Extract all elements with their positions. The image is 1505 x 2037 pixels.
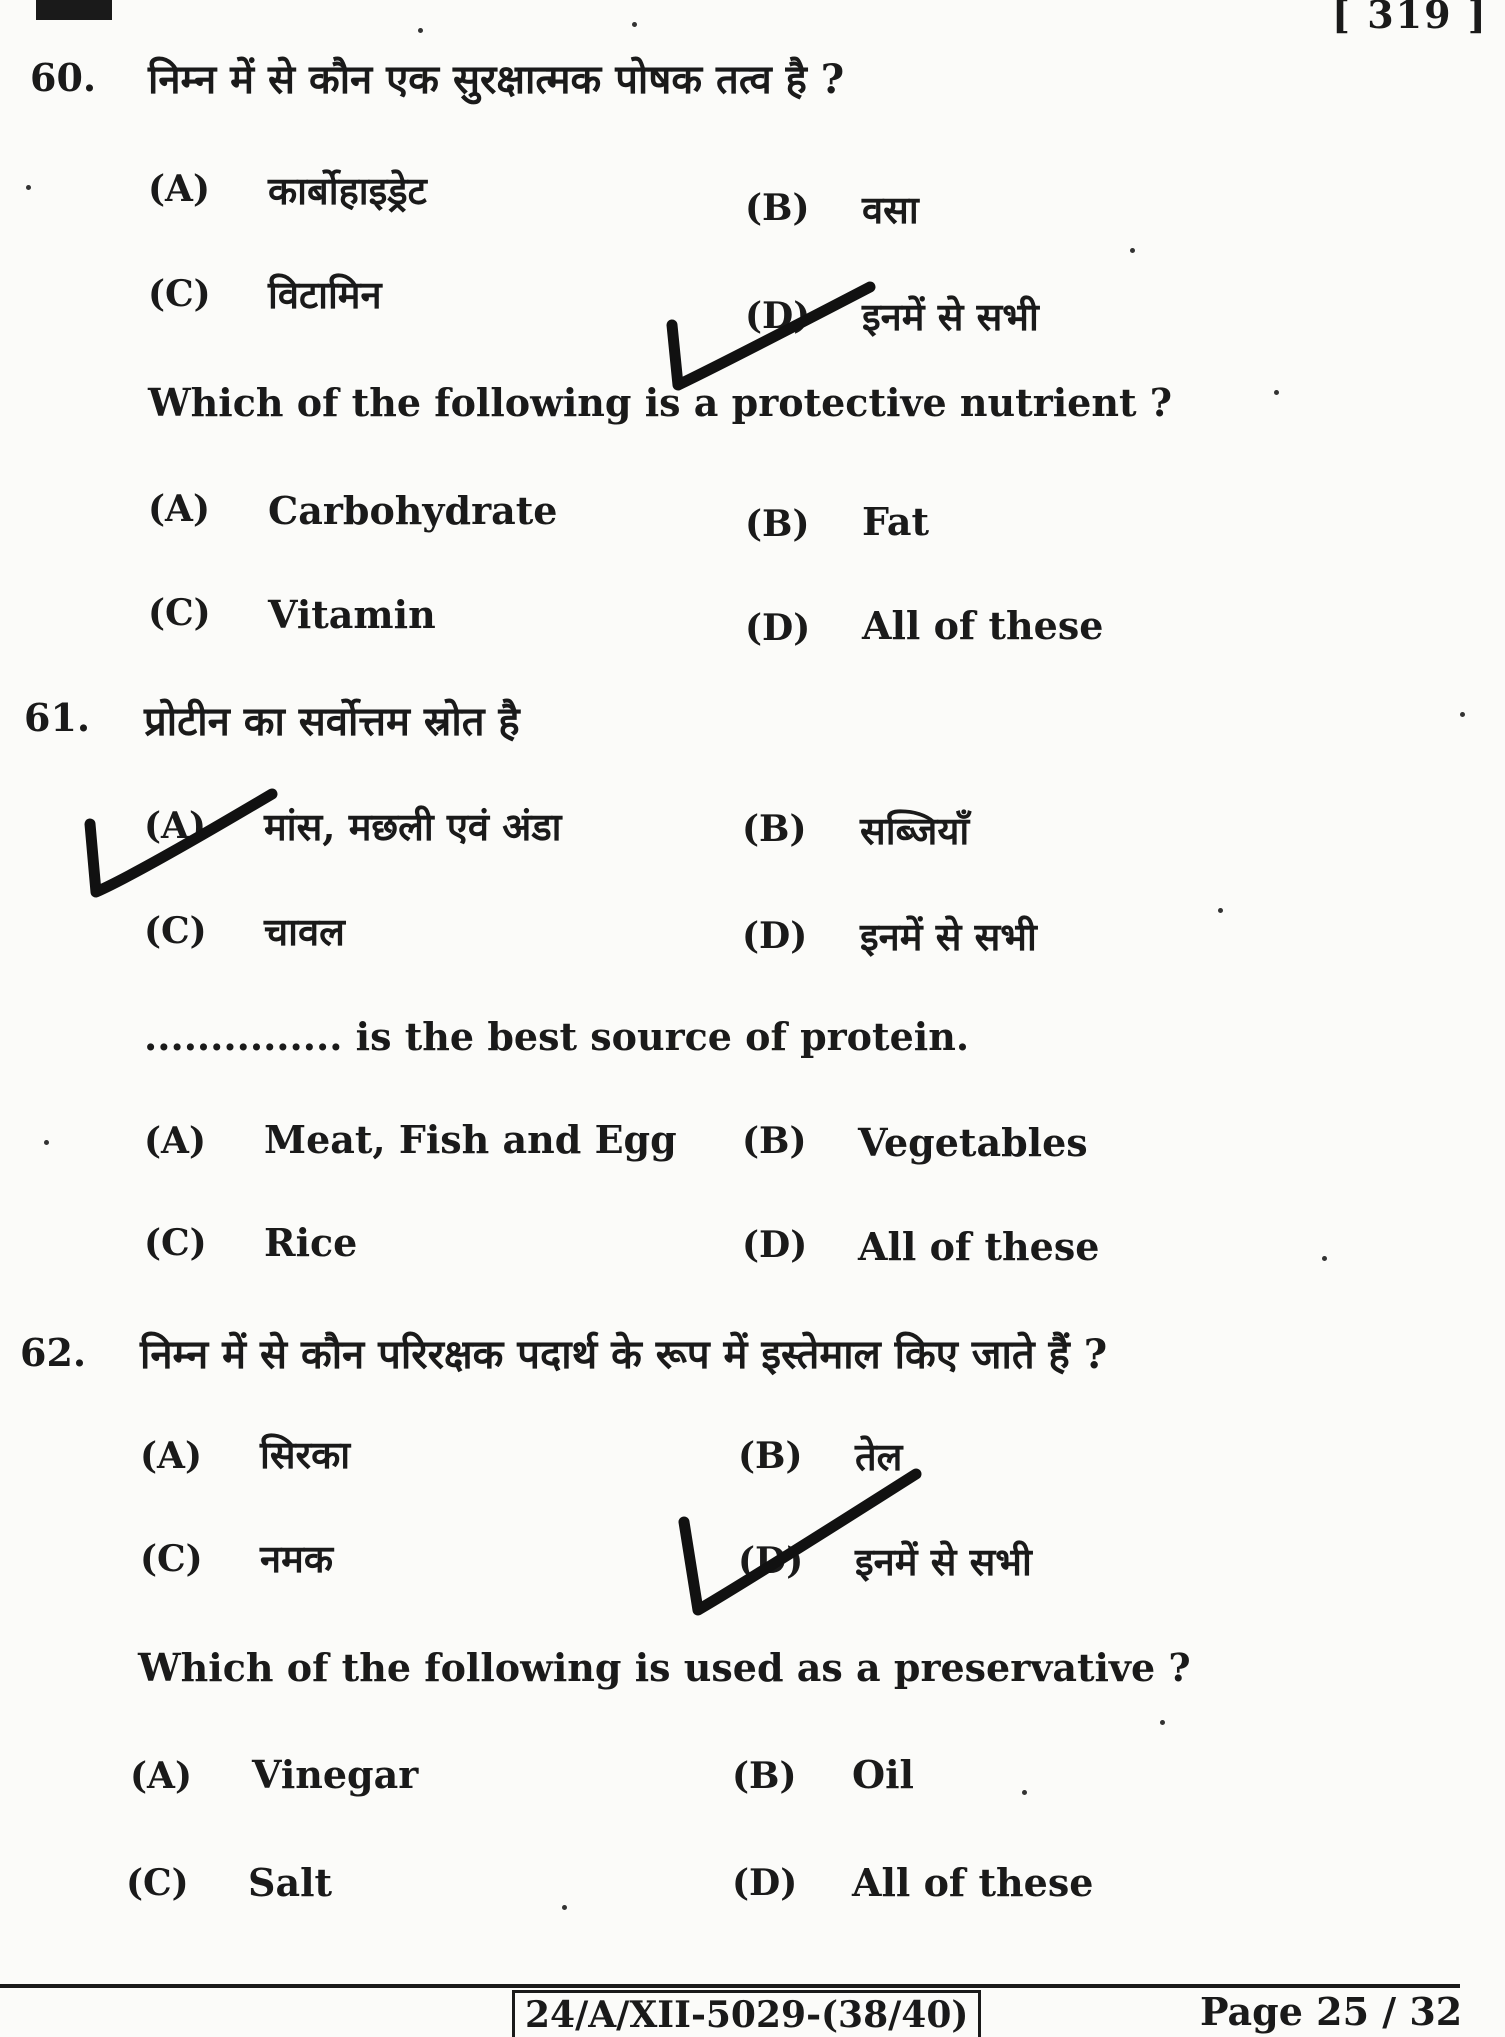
- option-letter: (C): [148, 273, 211, 315]
- question-number: 62.: [20, 1330, 87, 1375]
- option-letter: (C): [148, 592, 211, 634]
- option-letter: (D): [742, 1224, 808, 1266]
- page-number-top: [ 319 ]: [1332, 0, 1488, 37]
- option-letter: (C): [140, 1538, 203, 1580]
- option-text: सिरका: [260, 1432, 351, 1477]
- option-text: Carbohydrate: [268, 488, 558, 533]
- question-text-english: Which of the following is used as a preservative ?: [138, 1645, 1191, 1690]
- option-letter: (C): [144, 910, 207, 952]
- question-number: 60.: [30, 55, 97, 100]
- scan-speck: [1218, 908, 1223, 913]
- scan-speck: [418, 28, 423, 33]
- scan-speck: [1322, 1256, 1327, 1261]
- scan-speck: [44, 1140, 49, 1145]
- checkmark-icon: [660, 275, 880, 400]
- option-letter: (B): [742, 1120, 807, 1162]
- option-letter: (D): [742, 915, 808, 957]
- option-letter: (B): [732, 1755, 797, 1797]
- option-text: Oil: [852, 1752, 914, 1797]
- option-text: इनमें से सभी: [855, 1539, 1032, 1584]
- option-letter: (A): [144, 1120, 206, 1162]
- option-text: All of these: [862, 603, 1104, 648]
- option-letter: (D): [738, 1540, 804, 1582]
- option-text: सब्जियाँ: [860, 808, 970, 853]
- option-letter: (B): [745, 187, 810, 229]
- option-letter: (C): [144, 1222, 207, 1264]
- scan-speck: [1130, 248, 1135, 253]
- scan-speck: [26, 185, 31, 190]
- option-text: Meat, Fish and Egg: [264, 1117, 677, 1162]
- option-text: All of these: [858, 1224, 1100, 1269]
- option-text: Rice: [264, 1220, 358, 1265]
- option-letter: (A): [148, 488, 210, 530]
- option-text: इनमें से सभी: [860, 914, 1037, 959]
- checkmark-icon: [676, 1462, 926, 1622]
- question-text-hindi: निम्न में से कौन परिरक्षक पदार्थ के रूप में इस्तेमाल किए जाते हैं ?: [140, 1331, 1108, 1378]
- scan-speck: [1160, 1720, 1165, 1725]
- footer-rule: [0, 1984, 1460, 1988]
- option-text: Salt: [248, 1860, 333, 1905]
- question-text-english: Which of the following is a protective nutrient ?: [148, 380, 1173, 425]
- scan-speck: [1274, 390, 1279, 395]
- option-text: नमक: [260, 1536, 333, 1581]
- question-text-english: ............... is the best source of protein.: [144, 1014, 970, 1059]
- option-text: Vinegar: [252, 1752, 419, 1797]
- scan-speck: [1022, 1790, 1027, 1795]
- option-text: All of these: [852, 1860, 1094, 1905]
- corner-mark: [36, 0, 112, 20]
- option-text: चावल: [264, 909, 345, 954]
- scan-speck: [562, 1905, 567, 1910]
- question-number: 61.: [24, 695, 91, 740]
- option-text: Vitamin: [268, 592, 436, 637]
- option-letter: (C): [126, 1862, 189, 1904]
- option-text: विटामिन: [268, 272, 382, 317]
- option-letter: (A): [144, 805, 206, 847]
- option-text: Vegetables: [858, 1120, 1088, 1165]
- booklet-code: 24/A/XII-5029-(38/40): [512, 1990, 981, 2037]
- option-text: मांस, मछली एवं अंडा: [264, 804, 562, 849]
- option-letter: (B): [742, 808, 807, 850]
- scan-speck: [1460, 712, 1465, 717]
- option-text: कार्बोहाइड्रेट: [268, 168, 427, 213]
- option-text: तेल: [855, 1434, 903, 1479]
- option-letter: (D): [732, 1862, 798, 1904]
- option-letter: (D): [745, 295, 811, 337]
- question-text-hindi: निम्न में से कौन एक सुरक्षात्मक पोषक तत्व है ?: [148, 56, 845, 103]
- option-text: इनमें से सभी: [862, 294, 1039, 339]
- option-letter: (A): [130, 1755, 192, 1797]
- option-letter: (D): [745, 607, 811, 649]
- scan-speck: [632, 22, 637, 27]
- option-letter: (A): [140, 1435, 202, 1477]
- option-letter: (B): [738, 1435, 803, 1477]
- option-text: Fat: [862, 499, 930, 544]
- option-letter: (B): [745, 503, 810, 545]
- question-text-hindi: प्रोटीन का सर्वोत्तम स्रोत है: [144, 698, 520, 745]
- option-letter: (A): [148, 168, 210, 210]
- checkmark-icon: [82, 782, 282, 902]
- option-text: वसा: [862, 187, 919, 232]
- page-indicator: Page 25 / 32: [1200, 1989, 1463, 2034]
